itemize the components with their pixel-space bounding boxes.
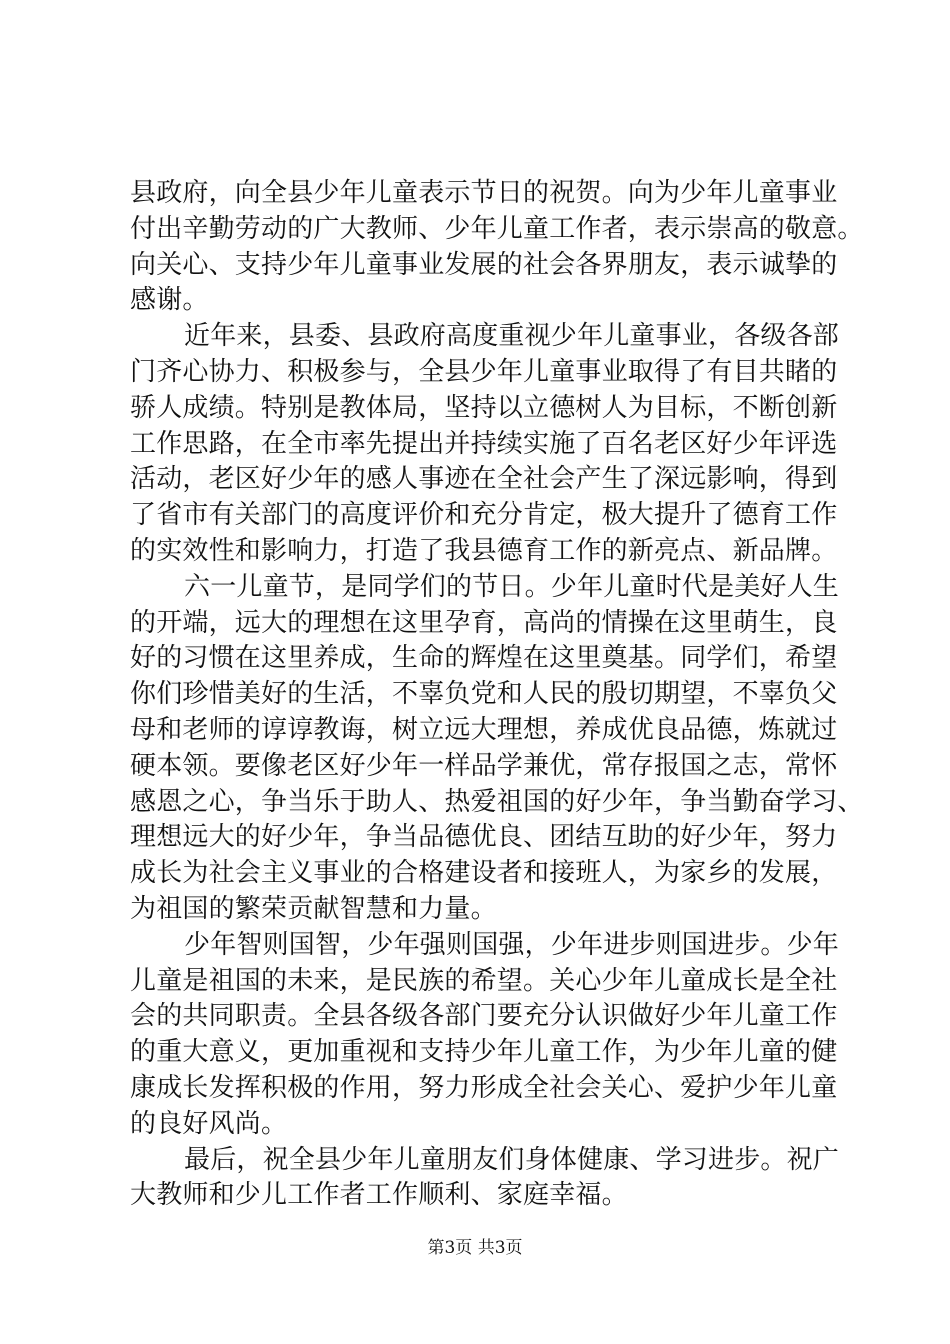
text-line: 门齐心协力、积极参与，全县少年儿童事业取得了有目共睹的 (130, 356, 838, 387)
text-line: 成长为社会主义事业的合格建设者和接班人，为家乡的发展， (130, 858, 838, 889)
text-line: 为祖国的繁荣贡献智慧和力量。 (130, 893, 497, 924)
text-line: 康成长发挥积极的作用，努力形成全社会关心、爱护少年儿童 (130, 1072, 838, 1103)
text-line: 向关心、支持少年儿童事业发展的社会各界朋友，表示诚挚的 (130, 249, 838, 280)
text-line: 母和老师的谆谆教诲，树立远大理想，养成优良品德，炼就过 (130, 714, 838, 745)
text-line: 好的习惯在这里养成，生命的辉煌在这里奠基。同学们，希望 (130, 643, 838, 674)
text-line: 硬本领。要像老区好少年一样品学兼优，常存报国之志，常怀 (130, 750, 838, 781)
text-line: 县政府，向全县少年儿童表示节日的祝贺。向为少年儿童事业 (130, 178, 838, 208)
page-footer: 第3页 共3页 (427, 1238, 523, 1258)
text-line: 感谢。 (130, 285, 209, 316)
text-line: 感恩之心，争当乐于助人、热爱祖国的好少年，争当勤奋学习、 (130, 786, 864, 817)
text-line: 的重大意义，更加重视和支持少年儿童工作，为少年儿童的健 (130, 1037, 838, 1068)
text-line: 工作思路，在全市率先提出并持续实施了百名老区好少年评选 (130, 428, 838, 459)
text-line: 的良好风尚。 (130, 1108, 288, 1139)
text-line: 大教师和少儿工作者工作顺利、家庭幸福。 (130, 1180, 628, 1211)
text-line: 的开端，远大的理想在这里孕育，高尚的情操在这里萌生，良 (130, 607, 838, 638)
text-line: 六一儿童节，是同学们的节日。少年儿童时代是美好人生 (184, 571, 840, 602)
document-body (130, 176, 864, 1214)
text-line: 近年来，县委、县政府高度重视少年儿童事业，各级各部 (184, 321, 840, 352)
text-line: 理想远大的好少年，争当品德优良、团结互助的好少年，努力 (130, 822, 838, 853)
text-line: 付出辛勤劳动的广大教师、少年儿童工作者，表示崇高的敬意。 (130, 213, 864, 244)
text-line: 的实效性和影响力，打造了我县德育工作的新亮点、新品牌。 (130, 535, 838, 566)
text-line: 了省市有关部门的高度评价和充分肯定，极大提升了德育工作 (130, 500, 838, 531)
text-line: 最后，祝全县少年儿童朋友们身体健康、学习进步。祝广 (184, 1144, 840, 1175)
text-line: 会的共同职责。全县各级各部门要充分认识做好少年儿童工作 (130, 1001, 838, 1032)
text-line: 少年智则国智，少年强则国强，少年进步则国进步。少年 (184, 929, 840, 960)
text-line: 你们珍惜美好的生活，不辜负党和人民的殷切期望，不辜负父 (130, 679, 838, 710)
text-line: 骄人成绩。特别是教体局，坚持以立德树人为目标，不断创新 (130, 392, 838, 423)
text-line: 活动，老区好少年的感人事迹在全社会产生了深远影响，得到 (130, 464, 838, 495)
text-line: 儿童是祖国的未来，是民族的希望。关心少年儿童成长是全社 (130, 965, 838, 996)
